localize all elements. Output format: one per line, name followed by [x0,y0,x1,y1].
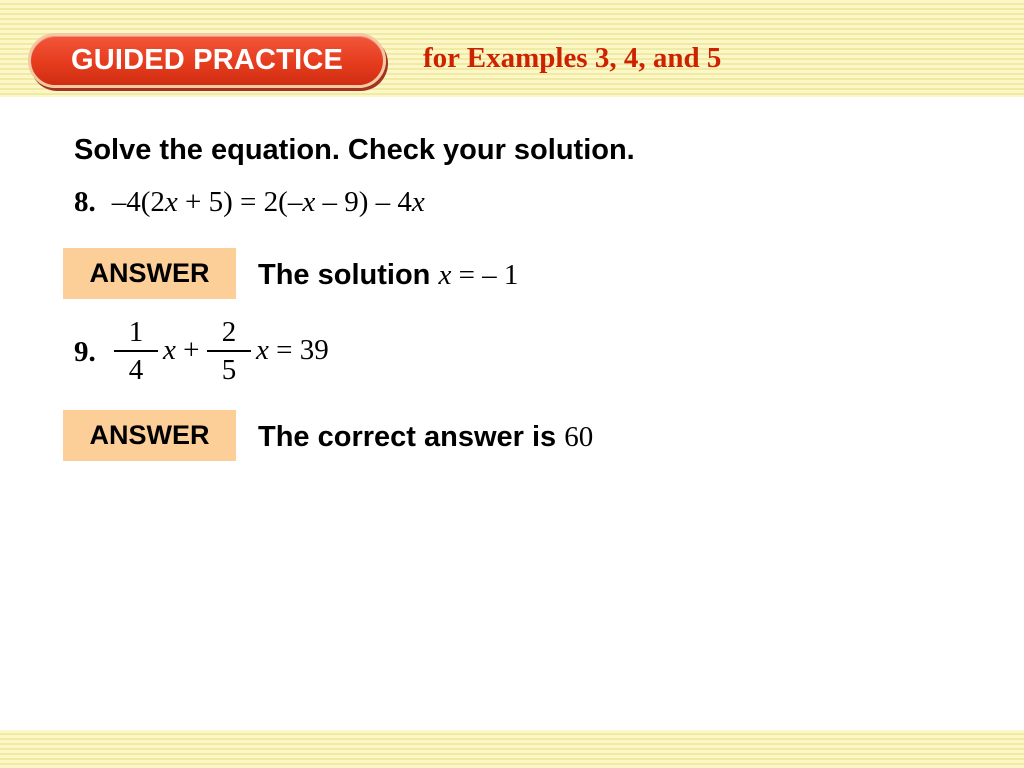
answer-label: ANSWER [89,258,210,288]
problem-8 [74,186,425,219]
problem-number: 9. [74,336,96,368]
answer-value: 60 [564,421,594,453]
problem-number: 8. [74,186,96,218]
answer-badge [63,410,236,461]
equation-variable: x [256,334,269,366]
equation-variable: x [302,186,316,218]
equation-term [163,334,199,367]
answer-math [438,259,518,291]
fraction-denominator: 5 [221,354,237,386]
footer-band [0,730,1024,768]
answer-lead: The solution [258,259,439,291]
answer-badge [63,248,236,299]
equation-rhs: = 39 [268,334,329,366]
equation-part: – 9) – 4 [315,186,412,218]
guided-practice-badge [28,33,386,88]
equation-variable: x [163,334,176,366]
fraction-numerator: 1 [128,316,144,348]
instruction-text: Solve the equation. Check your solution. [74,134,635,166]
fraction-bar [114,350,158,352]
fraction [114,316,158,392]
answer-text [258,421,593,454]
examples-subtitle: for Examples 3, 4, and 5 [423,42,722,74]
equation-part: –4(2 [111,186,165,218]
equation-variable: x [411,186,425,218]
answer-value: = – 1 [451,259,519,291]
answer-variable: x [438,259,452,291]
equation-operator: + [175,334,200,366]
fraction-bar [207,350,251,352]
equation-part: + 5) = 2(– [177,186,303,218]
equation [112,186,425,218]
fraction-numerator: 2 [221,316,237,348]
answer-lead: The correct answer is [258,421,565,453]
badge-label: GUIDED PRACTICE [70,44,344,76]
equation-variable: x [164,186,178,218]
fraction-denominator: 4 [128,354,144,386]
answer-label: ANSWER [89,420,210,450]
answer-text [258,259,518,292]
equation-term [256,334,329,367]
fraction [207,316,251,392]
